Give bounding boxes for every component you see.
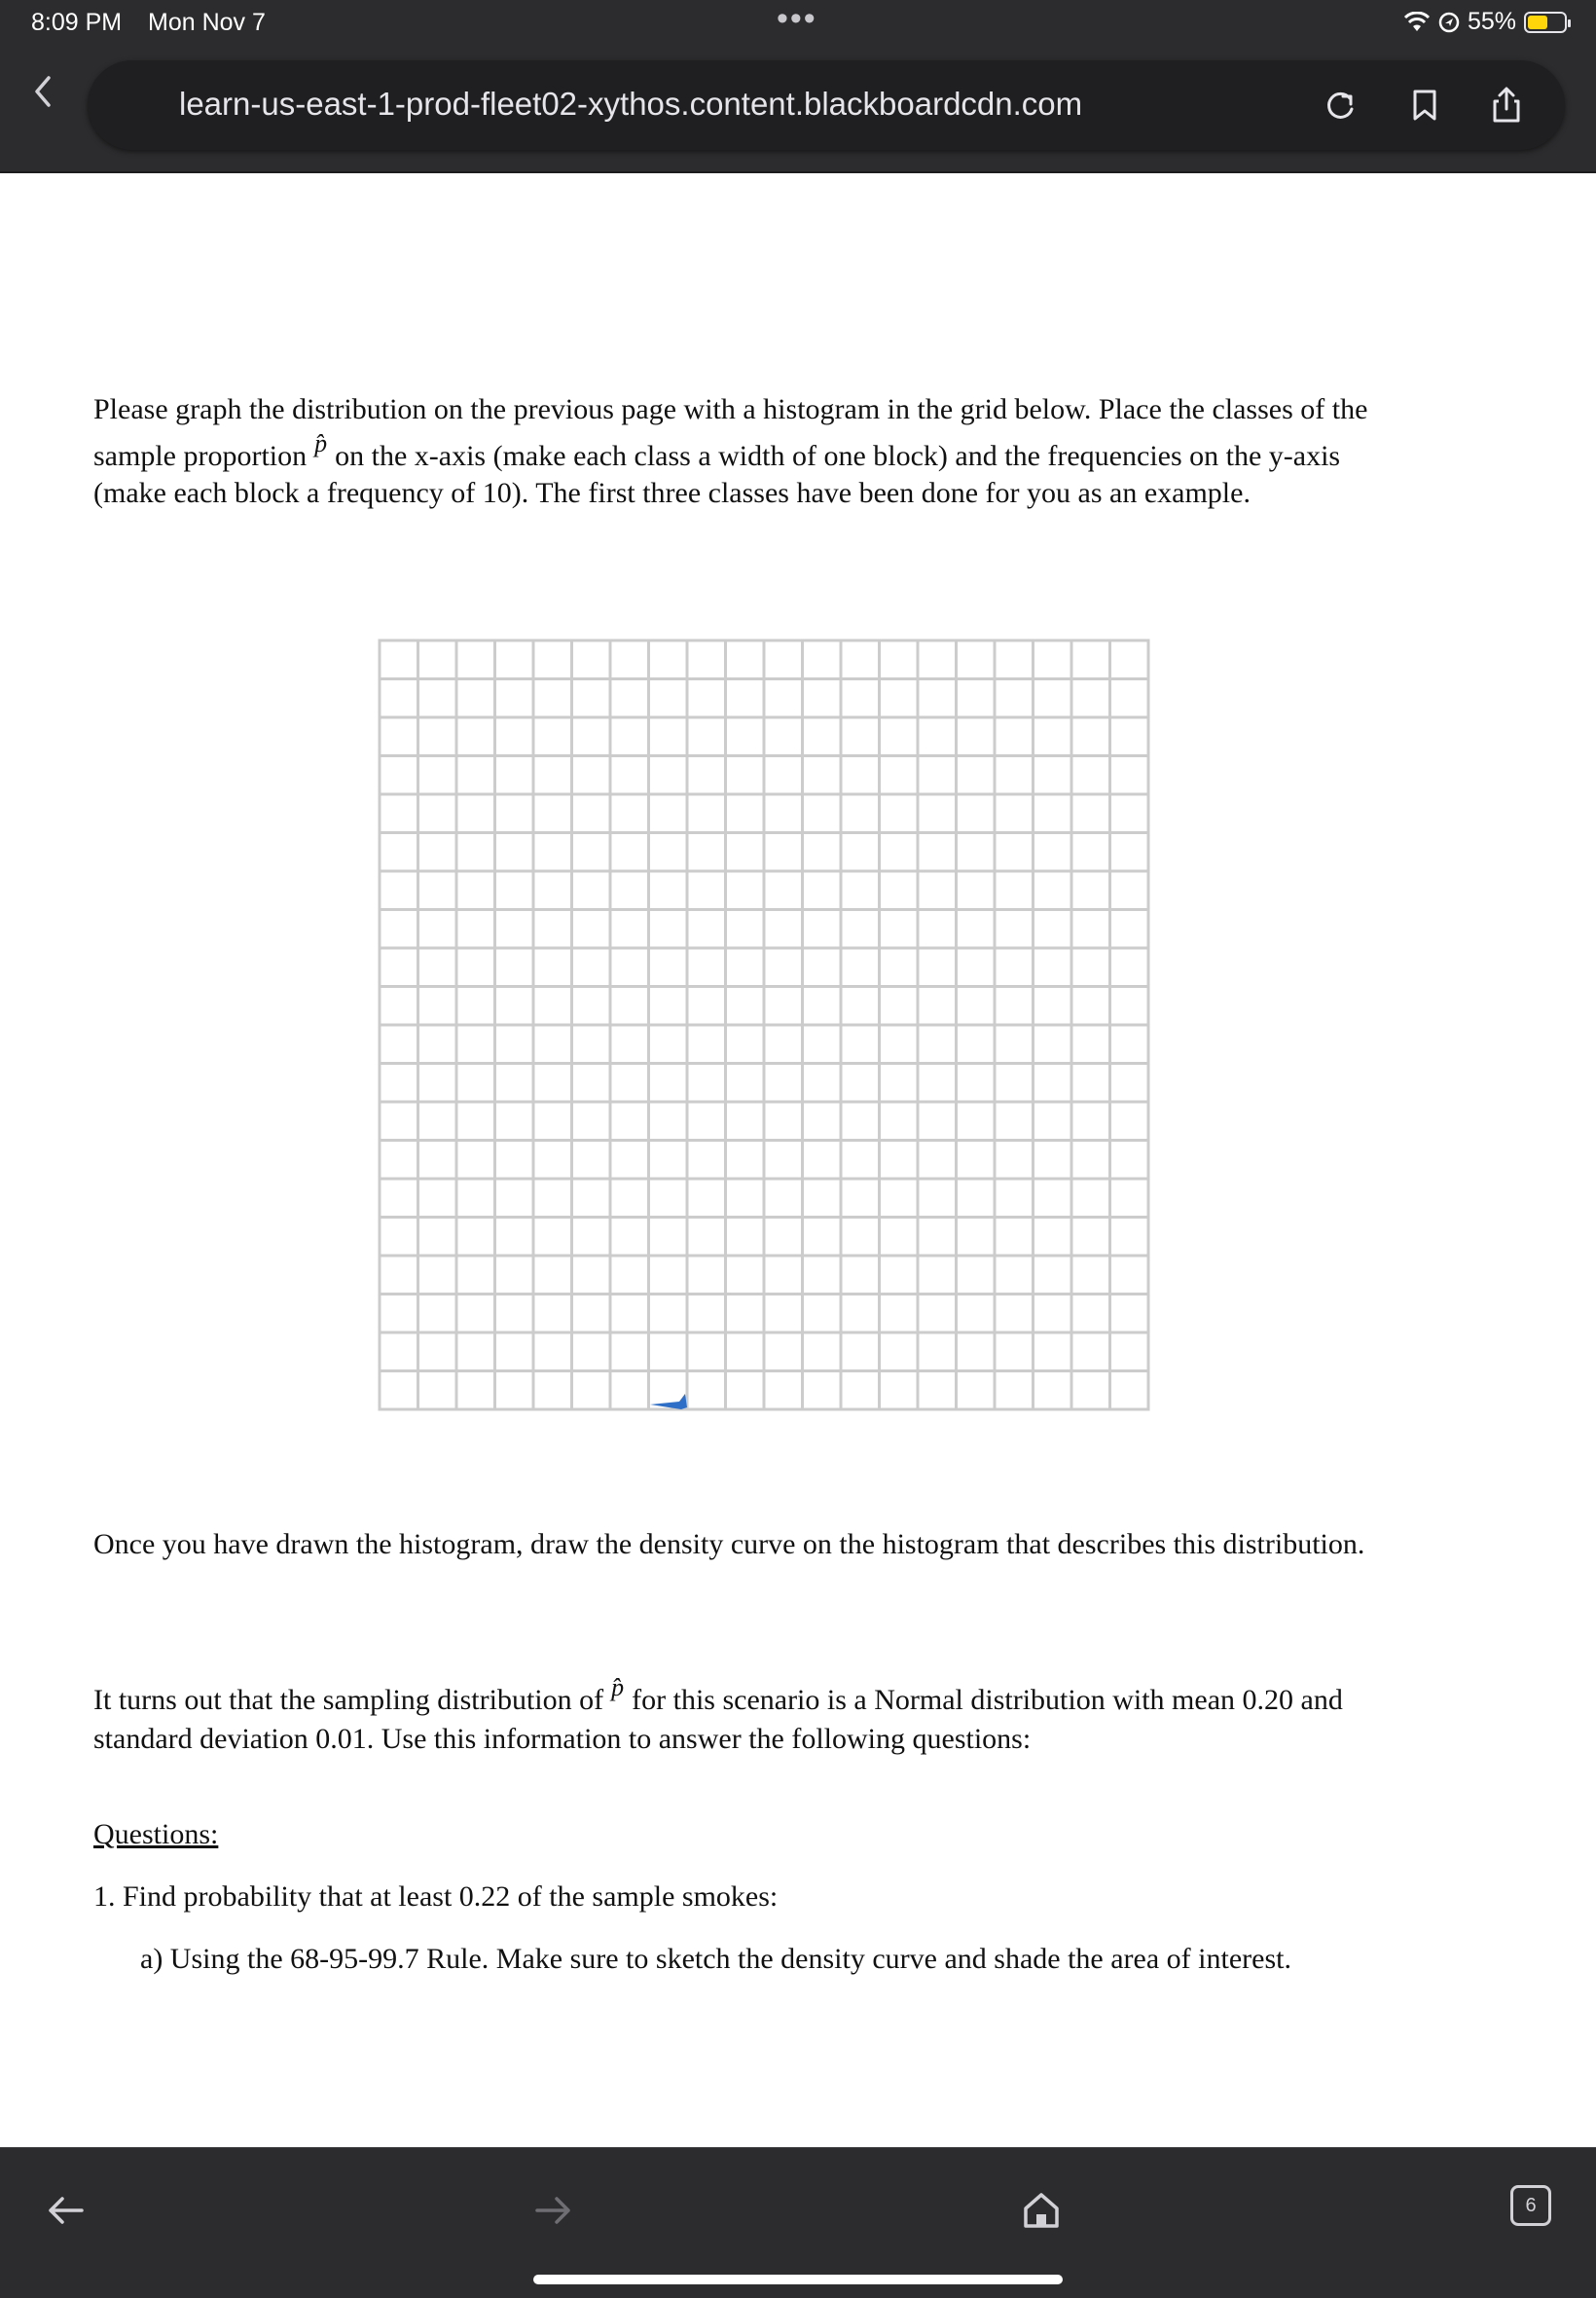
- normal-info-line-2: standard deviation 0.01. Use this information to answer the following questions:: [93, 1723, 1032, 1755]
- wifi-icon: [1403, 12, 1431, 33]
- url-text[interactable]: learn-us-east-1-prod-fleet02-xythos.content.blackboardcdn.com: [179, 86, 1083, 122]
- question-1a: a) Using the 68-95-99.7 Rule. Make sure to sketch the density curve and shade the area of interest.: [140, 1943, 1291, 1975]
- instructions-line-2: [93, 429, 1514, 476]
- home-indicator: [533, 2275, 1063, 2284]
- bottom-toolbar: [0, 2147, 1596, 2298]
- histogram-grid[interactable]: [378, 638, 1150, 1411]
- instructions-line-3: (make each block a frequency of 10). The first three classes have been done for you as an example.: [93, 477, 1251, 509]
- forward-arrow-icon[interactable]: [526, 2183, 580, 2238]
- status-indicators: [1403, 8, 1567, 36]
- document-page: [0, 173, 1596, 2147]
- address-bar[interactable]: [88, 60, 1565, 150]
- battery-icon: [1524, 12, 1567, 33]
- back-arrow-icon[interactable]: [39, 2183, 93, 2238]
- location-icon: [1438, 12, 1460, 33]
- bookmark-icon[interactable]: [1403, 84, 1446, 127]
- browser-toolbar: [0, 49, 1596, 173]
- share-icon[interactable]: [1485, 84, 1528, 127]
- multitasking-dots-icon[interactable]: •••: [777, 0, 817, 37]
- status-bar: [0, 0, 1596, 49]
- back-chevron-icon[interactable]: [25, 70, 60, 113]
- density-curve-instruction: Once you have drawn the histogram, draw the density curve on the histogram that describes this distribution.: [93, 1528, 1365, 1560]
- status-date: Mon Nov 7: [148, 9, 266, 36]
- p-hat-symbol-2: p̂: [611, 1673, 625, 1701]
- battery-fill: [1528, 16, 1547, 29]
- questions-heading: Questions:: [93, 1818, 219, 1850]
- normal-info-line-1: [93, 1673, 1514, 1720]
- instructions-line-1: Please graph the distribution on the previous page with a histogram in the grid below. Place the classes of the: [93, 393, 1368, 425]
- reload-icon[interactable]: [1320, 84, 1362, 127]
- normal-info-1b: for this scenario is a Normal distribution with mean 0.20 and: [632, 1684, 1343, 1716]
- instructions-line-2a: sample proportion: [93, 440, 308, 472]
- tab-switcher-icon[interactable]: 6: [1510, 2185, 1551, 2226]
- p-hat-symbol: p̂: [314, 429, 328, 457]
- instructions-line-2b: on the x-axis (make each class a width of one block) and the frequencies on the y-axis: [335, 440, 1341, 472]
- home-icon[interactable]: [1014, 2183, 1069, 2238]
- question-1: 1. Find probability that at least 0.22 of the sample smokes:: [93, 1880, 779, 1913]
- normal-info-1a: It turns out that the sampling distribution of: [93, 1684, 604, 1716]
- status-time: 8:09 PM: [31, 9, 123, 36]
- battery-percent: 55%: [1467, 8, 1516, 35]
